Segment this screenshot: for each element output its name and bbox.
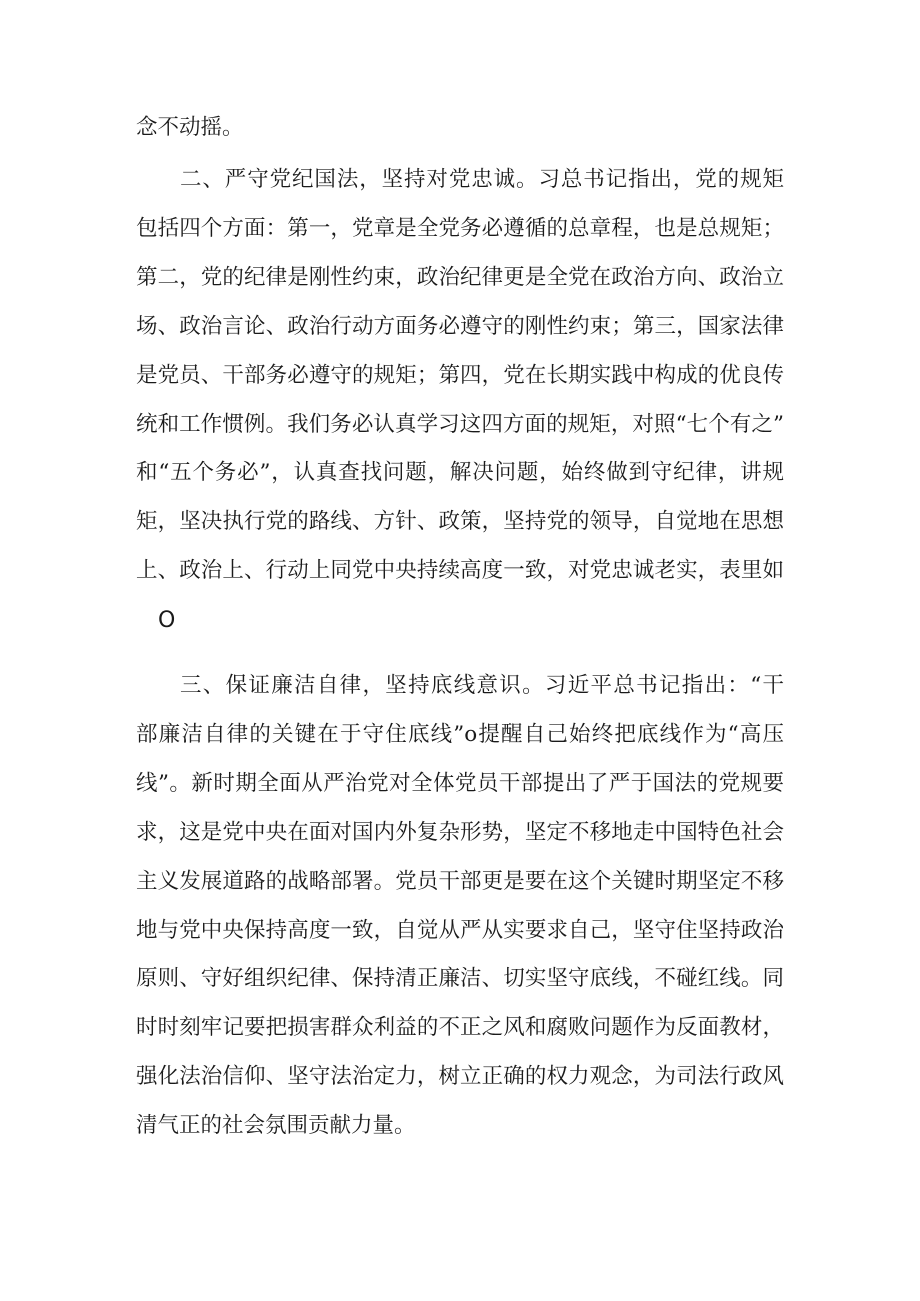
text-line: 念不动摇。 bbox=[136, 115, 244, 140]
text-line: 线”。新时期全面从严治党对全体党员干部提出了严于国法的党规要 bbox=[136, 771, 784, 796]
text-line: 清气正的社会氛围贡献力量。 bbox=[136, 1113, 416, 1138]
text-line: 上、政治上、行动上同党中央持续高度一致，对党忠诚老实，表里如 bbox=[136, 558, 784, 583]
text-line: 地与党中央保持高度一致，自觉从严从实要求自己，坚守住坚持政治 bbox=[136, 918, 784, 943]
text-line: 包括四个方面：第一，党章是全党务必遵循的总章程，也是总规矩； bbox=[136, 216, 784, 241]
text-line: 求，这是党中央在面对国内外复杂形势，坚定不移地走中国特色社会 bbox=[136, 820, 784, 845]
text-line: 矩，坚决执行党的路线、方针、政策，坚持党的领导，自觉地在思想 bbox=[136, 509, 784, 534]
text-line: 是党员、干部务必遵守的规矩；第四，党在长期实践中构成的优良传 bbox=[136, 363, 784, 388]
paragraph-heading-line: 二、严守党纪国法，坚持对党忠诚。习总书记指出，党的规矩 bbox=[180, 167, 784, 192]
text-line: 时时刻牢记要把损害群众利益的不正之风和腐败问题作为反面教材， bbox=[136, 1015, 784, 1040]
text-line: 主义发展道路的战略部署。党员干部更是要在这个关键时期坚定不移 bbox=[136, 869, 784, 894]
text-line: 强化法治信仰、坚守法治定力，树立正确的权力观念，为司法行政风 bbox=[136, 1064, 784, 1089]
text-line: 部廉洁自律的关键在于守住底线”o提醒自己始终把底线作为“高压 bbox=[136, 722, 784, 747]
text-line: 场、政治言论、政治行动方面务必遵守的刚性约束；第三，国家法律 bbox=[136, 314, 784, 339]
text-line: 和“五个务必”，认真查找问题，解决问题，始终做到守纪律，讲规 bbox=[136, 460, 784, 485]
text-line: 统和工作惯例。我们务必认真学习这四方面的规矩，对照“七个有之” bbox=[136, 412, 784, 437]
text-line: 原则、守好组织纪律、保持清正廉洁、切实坚守底线，不碰红线。同 bbox=[136, 966, 784, 991]
text-line: 第二，党的纪律是刚性约束，政治纪律更是全党在政治方向、政治立 bbox=[136, 265, 784, 290]
text-line: O bbox=[158, 608, 176, 633]
paragraph-heading-line: 三、保证廉洁自律，坚持底线意识。习近平总书记指出：“干 bbox=[180, 673, 784, 698]
